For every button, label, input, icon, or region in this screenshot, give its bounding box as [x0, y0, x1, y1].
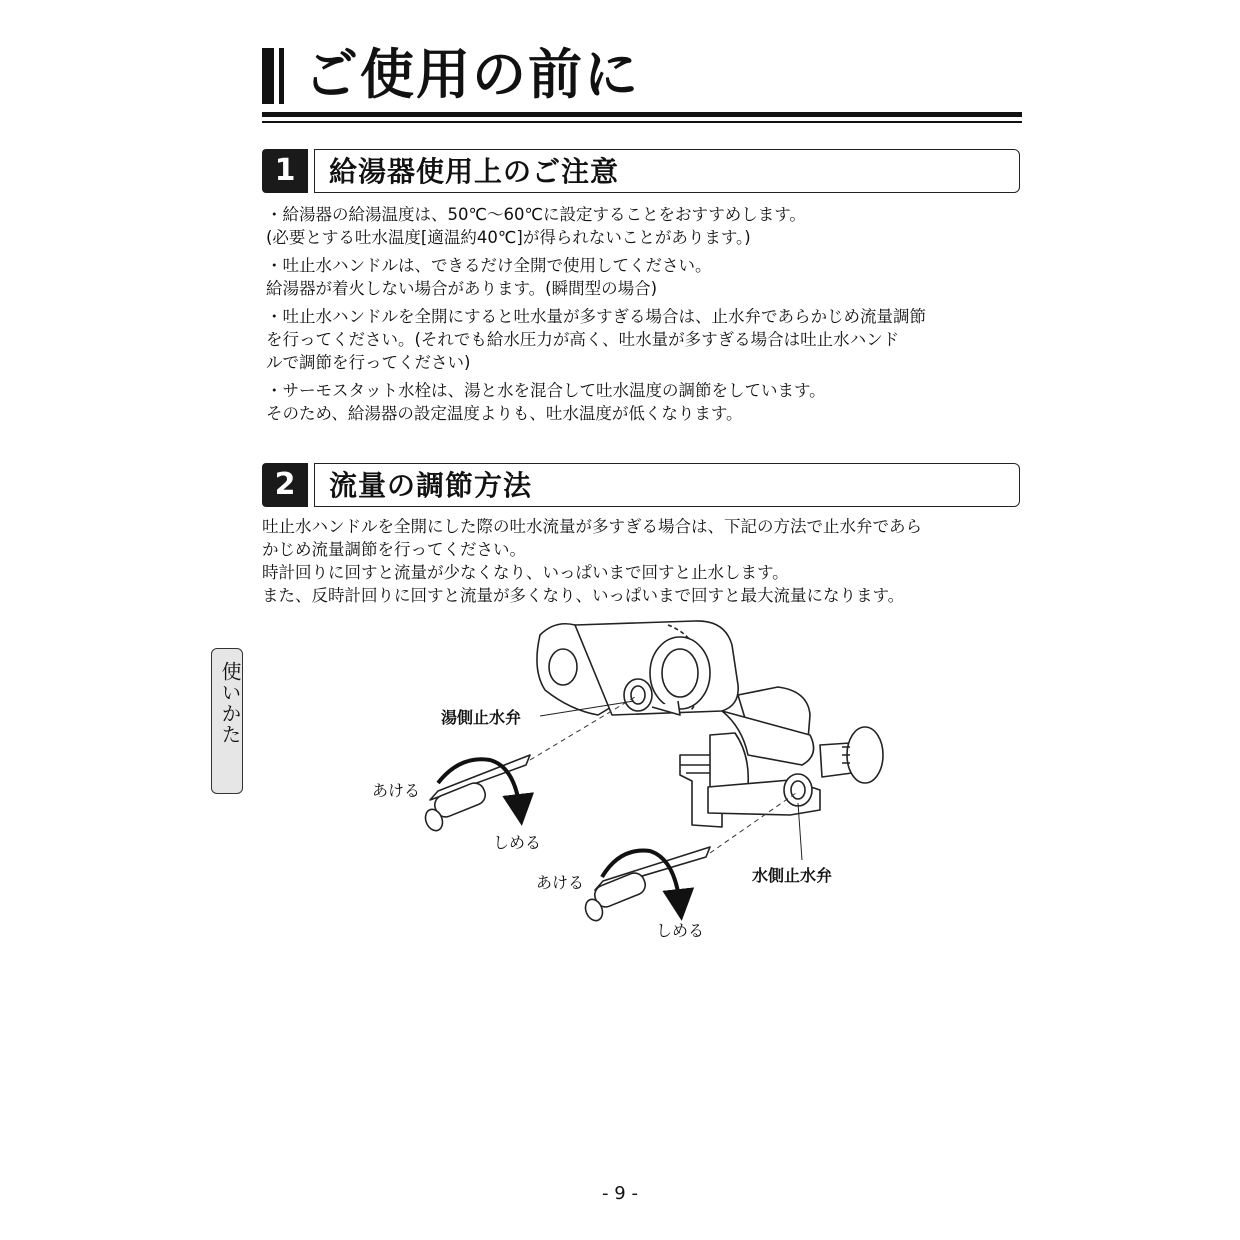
note-line: 給湯器が着火しない場合があります。(瞬間型の場合) [266, 279, 658, 298]
section-2-title-box [314, 463, 1020, 507]
close-label: しめる [656, 921, 705, 940]
section-2-body [262, 515, 1022, 607]
page-number: - 9 - [602, 1183, 638, 1204]
open-label: あける [372, 781, 421, 800]
note-line: ・吐止水ハンドルは、できるだけ全開で使用してください。 [266, 256, 712, 275]
note-item [266, 305, 1026, 374]
section-2-title: 流量の調節方法 [329, 469, 533, 502]
page-title: ご使用の前に [304, 43, 640, 106]
note-item [266, 379, 1026, 425]
note-line: を行ってください。(それでも給水圧力が高く、吐水量が多すぎる場合は吐止水ハンド [266, 330, 900, 349]
note-line: (必要とする吐水温度[適温約40℃]が得られないことがあります。) [266, 228, 751, 247]
body-line: また、反時計回りに回すと流量が多くなり、いっぱいまで回すと最大流量になります。 [262, 586, 905, 605]
faucet-diagram [350, 615, 910, 955]
section-1-header [262, 149, 1020, 193]
section-2-header [262, 463, 1020, 507]
title-rule-thin [262, 121, 1022, 123]
note-item [266, 254, 1026, 300]
close-label: しめる [493, 833, 542, 852]
body-line: かじめ流量調節を行ってください。 [262, 540, 526, 559]
title-rule [262, 112, 1022, 117]
note-line: ・サーモスタット水栓は、湯と水を混合して吐水温度の調節をしています。 [266, 381, 826, 400]
note-line: ・給湯器の給湯温度は、50℃〜60℃に設定することをおすすめします。 [266, 205, 806, 224]
section-1-notes [266, 203, 1026, 430]
section-2-number: 2 [262, 463, 308, 507]
note-item [266, 203, 1026, 249]
hot-valve-label: 湯側止水弁 [441, 708, 522, 727]
section-1-title-box [314, 149, 1020, 193]
side-tab-label: 使いかた [218, 661, 242, 745]
body-line: 吐止水ハンドルを全開にした際の吐水流量が多すぎる場合は、下記の方法で止水弁であら [262, 517, 922, 536]
cold-valve-label: 水側止水弁 [752, 866, 833, 885]
note-line: ・吐止水ハンドルを全開にすると吐水量が多すぎる場合は、止水弁であらかじめ流量調節 [266, 307, 926, 326]
note-line: ルで調節を行ってください) [266, 353, 471, 372]
note-line: そのため、給湯器の設定温度よりも、吐水温度が低くなります。 [266, 404, 743, 423]
section-1-title: 給湯器使用上のご注意 [329, 155, 620, 188]
section-1-number: 1 [262, 149, 308, 193]
side-tab [211, 648, 243, 794]
faucet-illustration [350, 615, 910, 955]
open-label: あける [536, 873, 585, 892]
body-line: 時計回りに回すと流量が少なくなり、いっぱいまで回すと止水します。 [262, 563, 789, 582]
